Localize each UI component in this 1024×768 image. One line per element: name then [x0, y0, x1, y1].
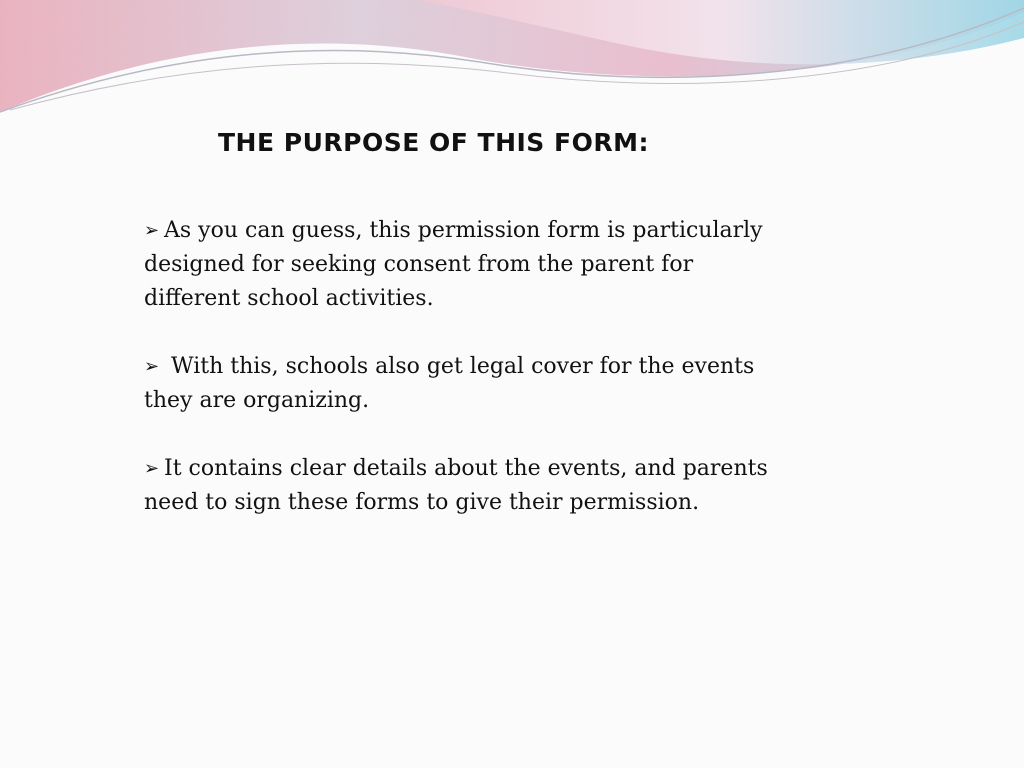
decorative-wave-header — [0, 0, 1024, 130]
bullet-item — [144, 214, 784, 316]
arrow-bullet-icon: ➢ — [144, 356, 160, 377]
bullet-item — [144, 350, 784, 418]
bullet-text: It contains clear details about the events, and parents need to sign these forms to give their permission. — [144, 456, 768, 515]
bullet-item — [144, 452, 784, 520]
bullet-list — [144, 214, 784, 520]
arrow-bullet-icon: ➢ — [144, 458, 160, 479]
slide-title: THE PURPOSE OF THIS FORM: — [218, 128, 649, 157]
bullet-text: As you can guess, this permission form is particularly designed for seeking consent from the parent for different school activities. — [144, 218, 763, 311]
arrow-bullet-icon: ➢ — [144, 220, 160, 241]
bullet-text: With this, schools also get legal cover for the events they are organizing. — [144, 354, 755, 413]
